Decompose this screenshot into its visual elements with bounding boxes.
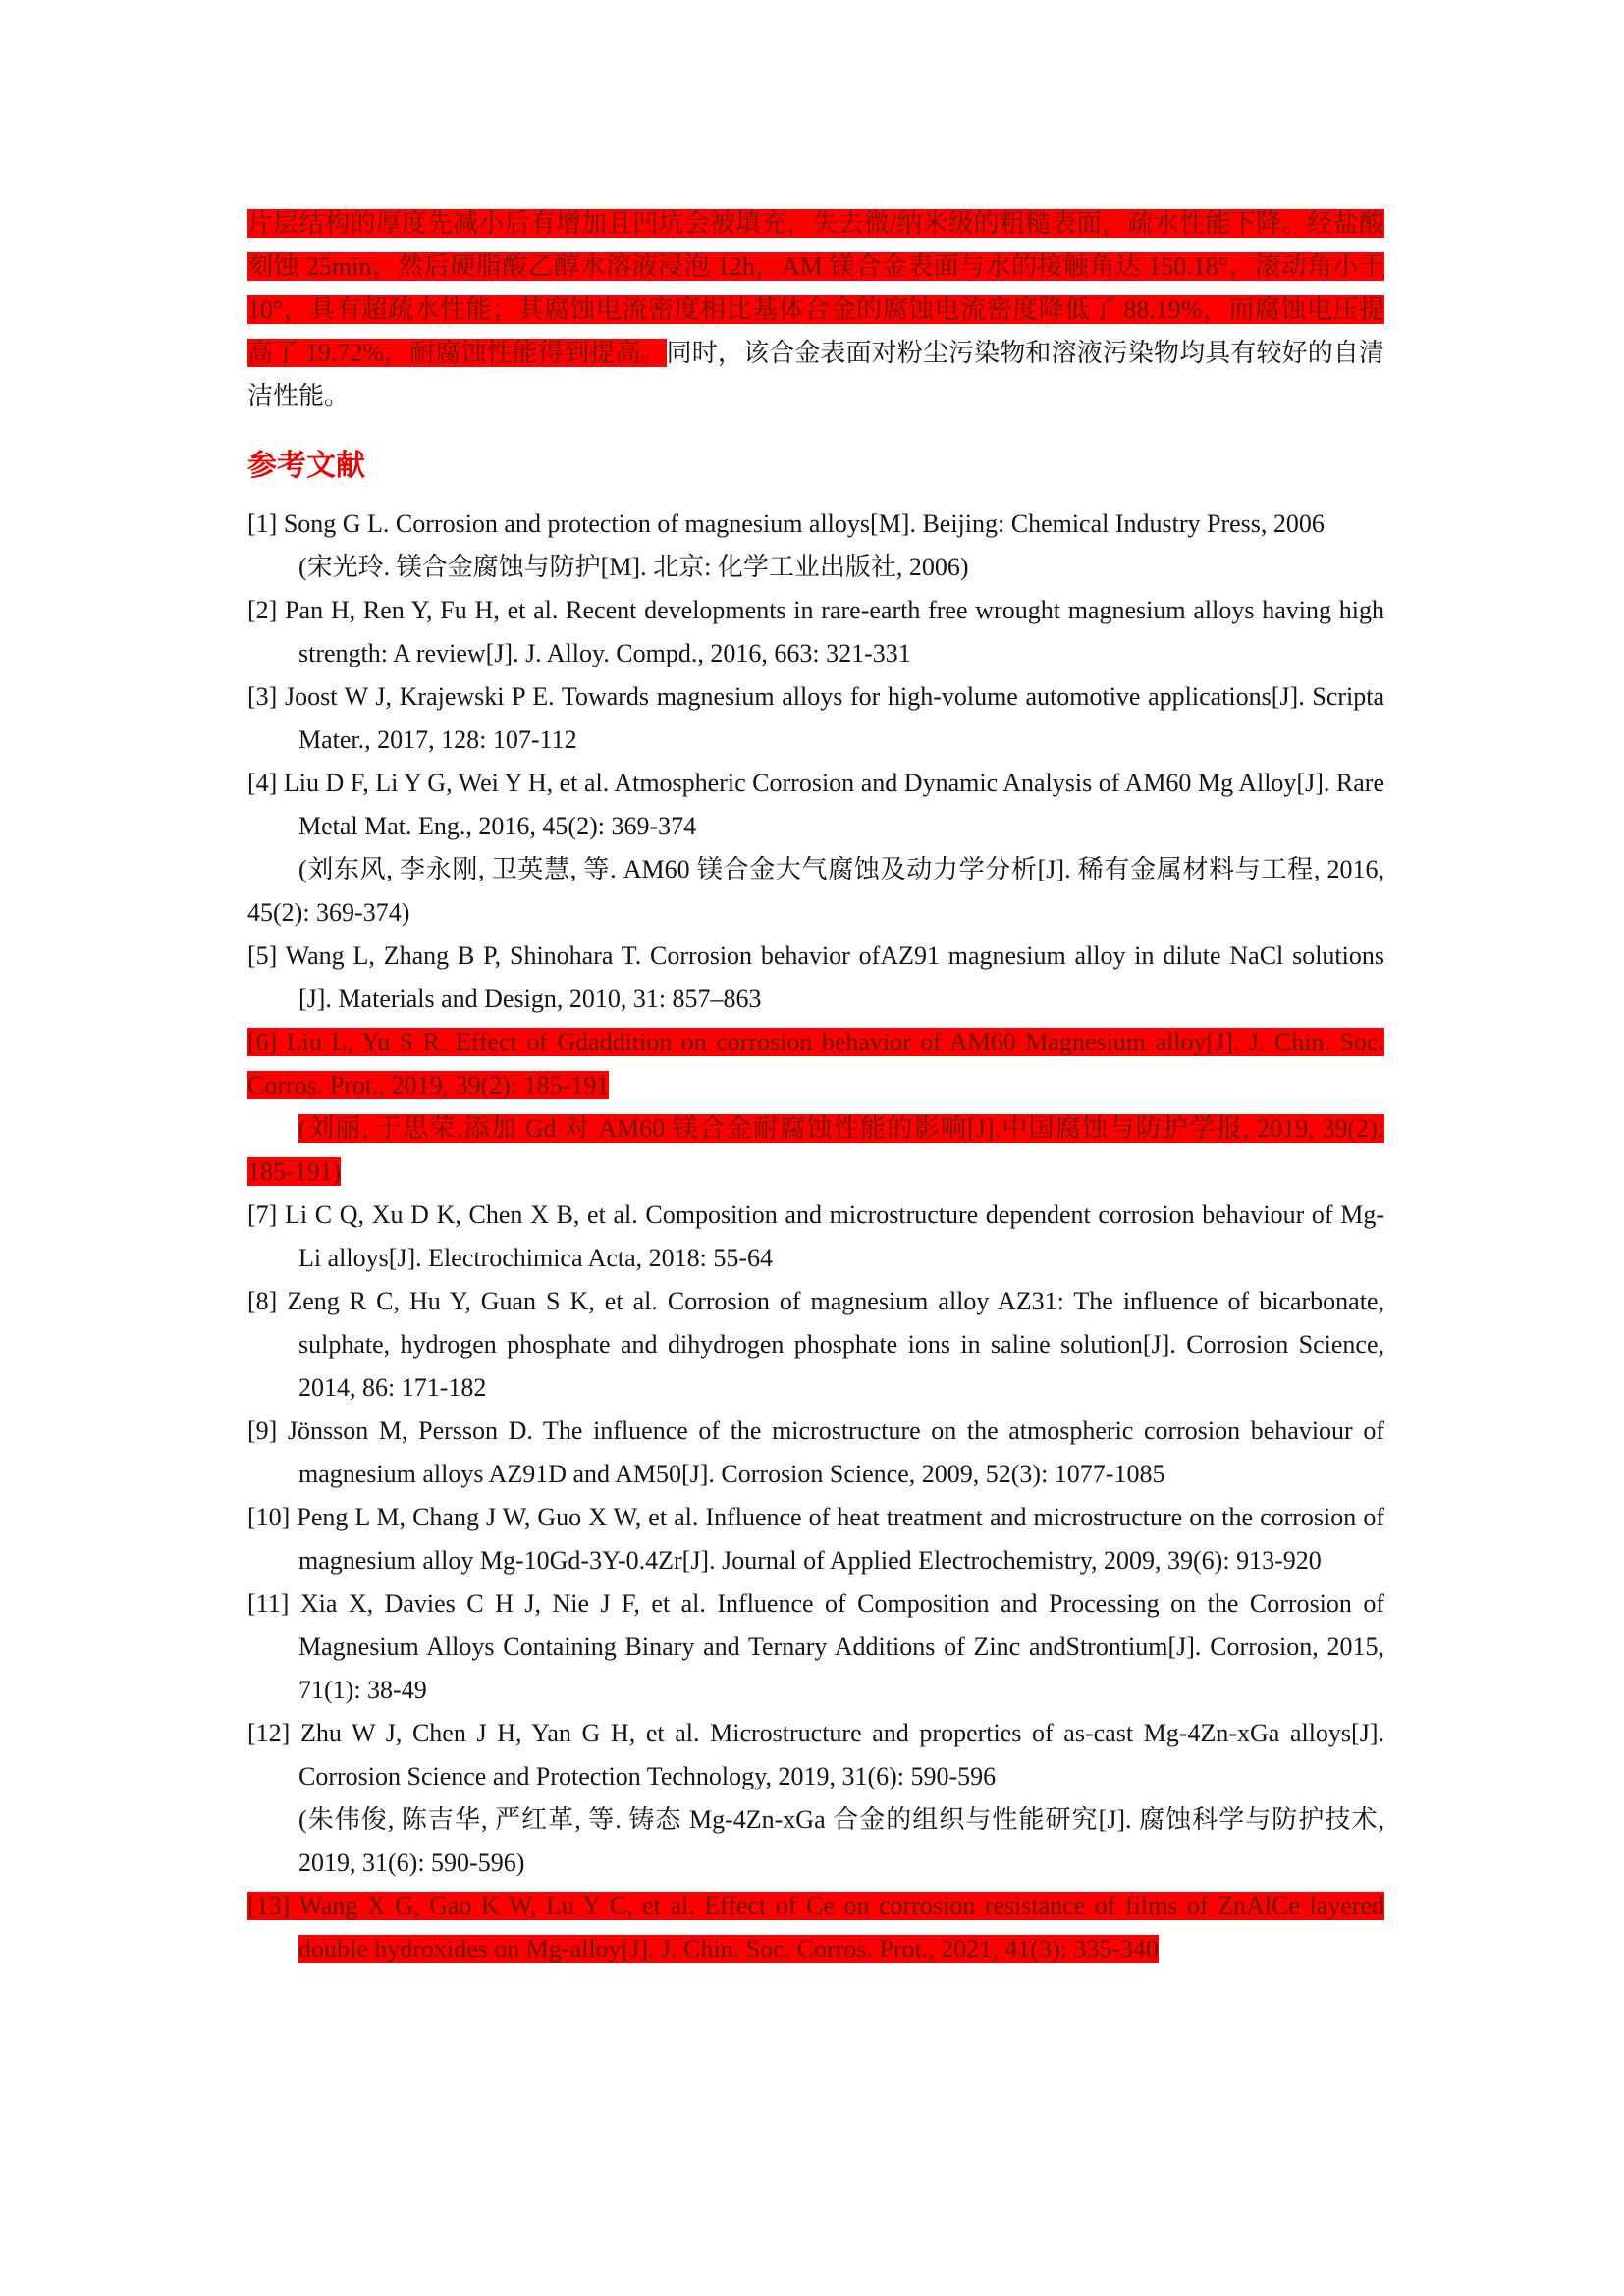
reference-item-11 xyxy=(247,1582,1384,1712)
reference-text: [1] Song G L. Corrosion and protection of magnesium alloys[M]. Beijing: Chemical Industry Press, 2006 xyxy=(247,509,1325,538)
references-heading: 参考文献 xyxy=(247,450,365,482)
reference-translation xyxy=(247,848,1384,934)
reference-translation-text: (宋光玲. 镁合金腐蚀与防护[M]. 北京: 化学工业出版社, 2006) xyxy=(298,553,969,581)
reference-text: [4] Liu D F, Li Y G, Wei Y H, et al. Atmospheric Corrosion and Dynamic Analysis of AM60 Mg Alloy[J]. Rare Metal Mat. Eng., 2016, 45(2): 369-374 xyxy=(247,769,1384,840)
reference-translation-text: (刘东风, 李永刚, 卫英慧, 等. AM60 镁合金大气腐蚀及动力学分析[J]. 稀有金属材料与工程, 2016, 45(2): 369-374) xyxy=(247,855,1384,927)
reference-text: [10] Peng L M, Chang J W, Guo X W, et al. Influence of heat treatment and microstructure on the corrosion of magnesium alloy Mg-10Gd-3Y-0.4Zr[J]. Journal of Applied Electrochemistry, 2009, 39(6): 913-920 xyxy=(247,1503,1384,1575)
reference-item-4 xyxy=(247,762,1384,934)
reference-text-highlighted: [6] Liu L, Yu S R. Effect of Gdaddition on corrosion behavior of AM60 Magnesium alloy[J]. J. Chin. Soc. Corros. Prot., 2019, 39(2): 185-191 xyxy=(247,1028,1384,1099)
intro-highlighted-text: 片层结构的厚度先减小后有增加且凹坑会被填充，失去微/纳米级的粗糙表面，疏水性能下降。经盐酸刻蚀 25min，然后硬脂酸乙醇水溶液浸泡 12h，AM 镁合金表面与水的接触角达 150.18°，滚动角小于 10°，具有超疏水性能；其腐蚀电流密度相比基体合金的腐蚀电流密度降低了 88.19%，而腐蚀电压提高了 19.72%，耐腐蚀性能得到提高。 xyxy=(247,209,1384,367)
reference-translation xyxy=(247,1107,1384,1194)
reference-text: [2] Pan H, Ren Y, Fu H, et al. Recent developments in rare-earth free wrought magnesium alloys having high strength: A review[J]. J. Alloy. Compd., 2016, 663: 321-331 xyxy=(247,596,1384,667)
intro-paragraph xyxy=(247,202,1384,418)
reference-translation-text: (朱伟俊, 陈吉华, 严红革, 等. 铸态 Mg-4Zn-xGa 合金的组织与性能研究[J]. 腐蚀科学与防护技术, 2019, 31(6): 590-596) xyxy=(298,1805,1384,1877)
reference-text: [5] Wang L, Zhang B P, Shinohara T. Corrosion behavior ofAZ91 magnesium alloy in dilute NaCl solutions [J]. Materials and Design, 2010, 31: 857–863 xyxy=(247,941,1384,1013)
reference-text-highlighted: [13] Wang X G, Gao K W, Lu Y C, et al. Effect of Ce on corrosion resistance of films of ZnAlCe layered double hydroxides on Mg-alloy[J]. J. Chin. Soc. Corros. Prot., 2021, 41(3): 335-340 xyxy=(247,1892,1384,1963)
reference-text: [7] Li C Q, Xu D K, Chen X B, et al. Composition and microstructure dependent corrosion behaviour of Mg-Li alloys[J]. Electrochimica Acta, 2018: 55-64 xyxy=(247,1201,1384,1272)
reference-item-3 xyxy=(247,675,1384,762)
reference-item-9 xyxy=(247,1410,1384,1496)
reference-text: [3] Joost W J, Krajewski P E. Towards magnesium alloys for high-volume automotive applications[J]. Scripta Mater., 2017, 128: 107-112 xyxy=(247,682,1384,754)
reference-translation xyxy=(298,1798,1384,1885)
reference-item-5 xyxy=(247,934,1384,1021)
reference-item-8 xyxy=(247,1280,1384,1410)
reference-text: [8] Zeng R C, Hu Y, Guan S K, et al. Corrosion of magnesium alloy AZ31: The influence of bicarbonate, sulphate, hydrogen phosphate and dihydrogen phosphate ions in saline solution[J]. Corrosion Science, 2014, 86: 171-182 xyxy=(247,1287,1384,1402)
reference-text: [11] Xia X, Davies C H J, Nie J F, et al. Influence of Composition and Processing on the Corrosion of Magnesium Alloys Containing Binary and Ternary Additions of Zinc andStrontium[J]. Corrosion, 2015, 71(1): 38-49 xyxy=(247,1589,1384,1704)
reference-item-2 xyxy=(247,589,1384,675)
references-list xyxy=(247,503,1384,1971)
reference-item-6 xyxy=(247,1021,1384,1194)
reference-text: [9] Jönsson M, Persson D. The influence of the microstructure on the atmospheric corrosion behaviour of magnesium alloys AZ91D and AM50[J]. Corrosion Science, 2009, 52(3): 1077-1085 xyxy=(247,1416,1384,1488)
reference-item-7 xyxy=(247,1194,1384,1280)
reference-translation xyxy=(247,546,1384,589)
reference-item-10 xyxy=(247,1496,1384,1582)
reference-item-1 xyxy=(247,503,1384,589)
reference-text: [12] Zhu W J, Chen J H, Yan G H, et al. Microstructure and properties of as-cast Mg-4Zn-xGa alloys[J]. Corrosion Science and Protection Technology, 2019, 31(6): 590-596 xyxy=(247,1719,1384,1790)
reference-item-13 xyxy=(247,1885,1384,1971)
intro-normal-text: 同时，该合金表面对粉尘污染物和溶液污染物均具有较好的自清洁性能。 xyxy=(247,339,1384,410)
reference-item-12 xyxy=(247,1712,1384,1885)
reference-translation-text-highlighted: (刘丽, 于思荣.添加 Gd 对 AM60 镁合金耐腐蚀性能的影响[J].中国腐蚀与防护学报, 2019, 39(2): 185-191) xyxy=(247,1114,1384,1186)
